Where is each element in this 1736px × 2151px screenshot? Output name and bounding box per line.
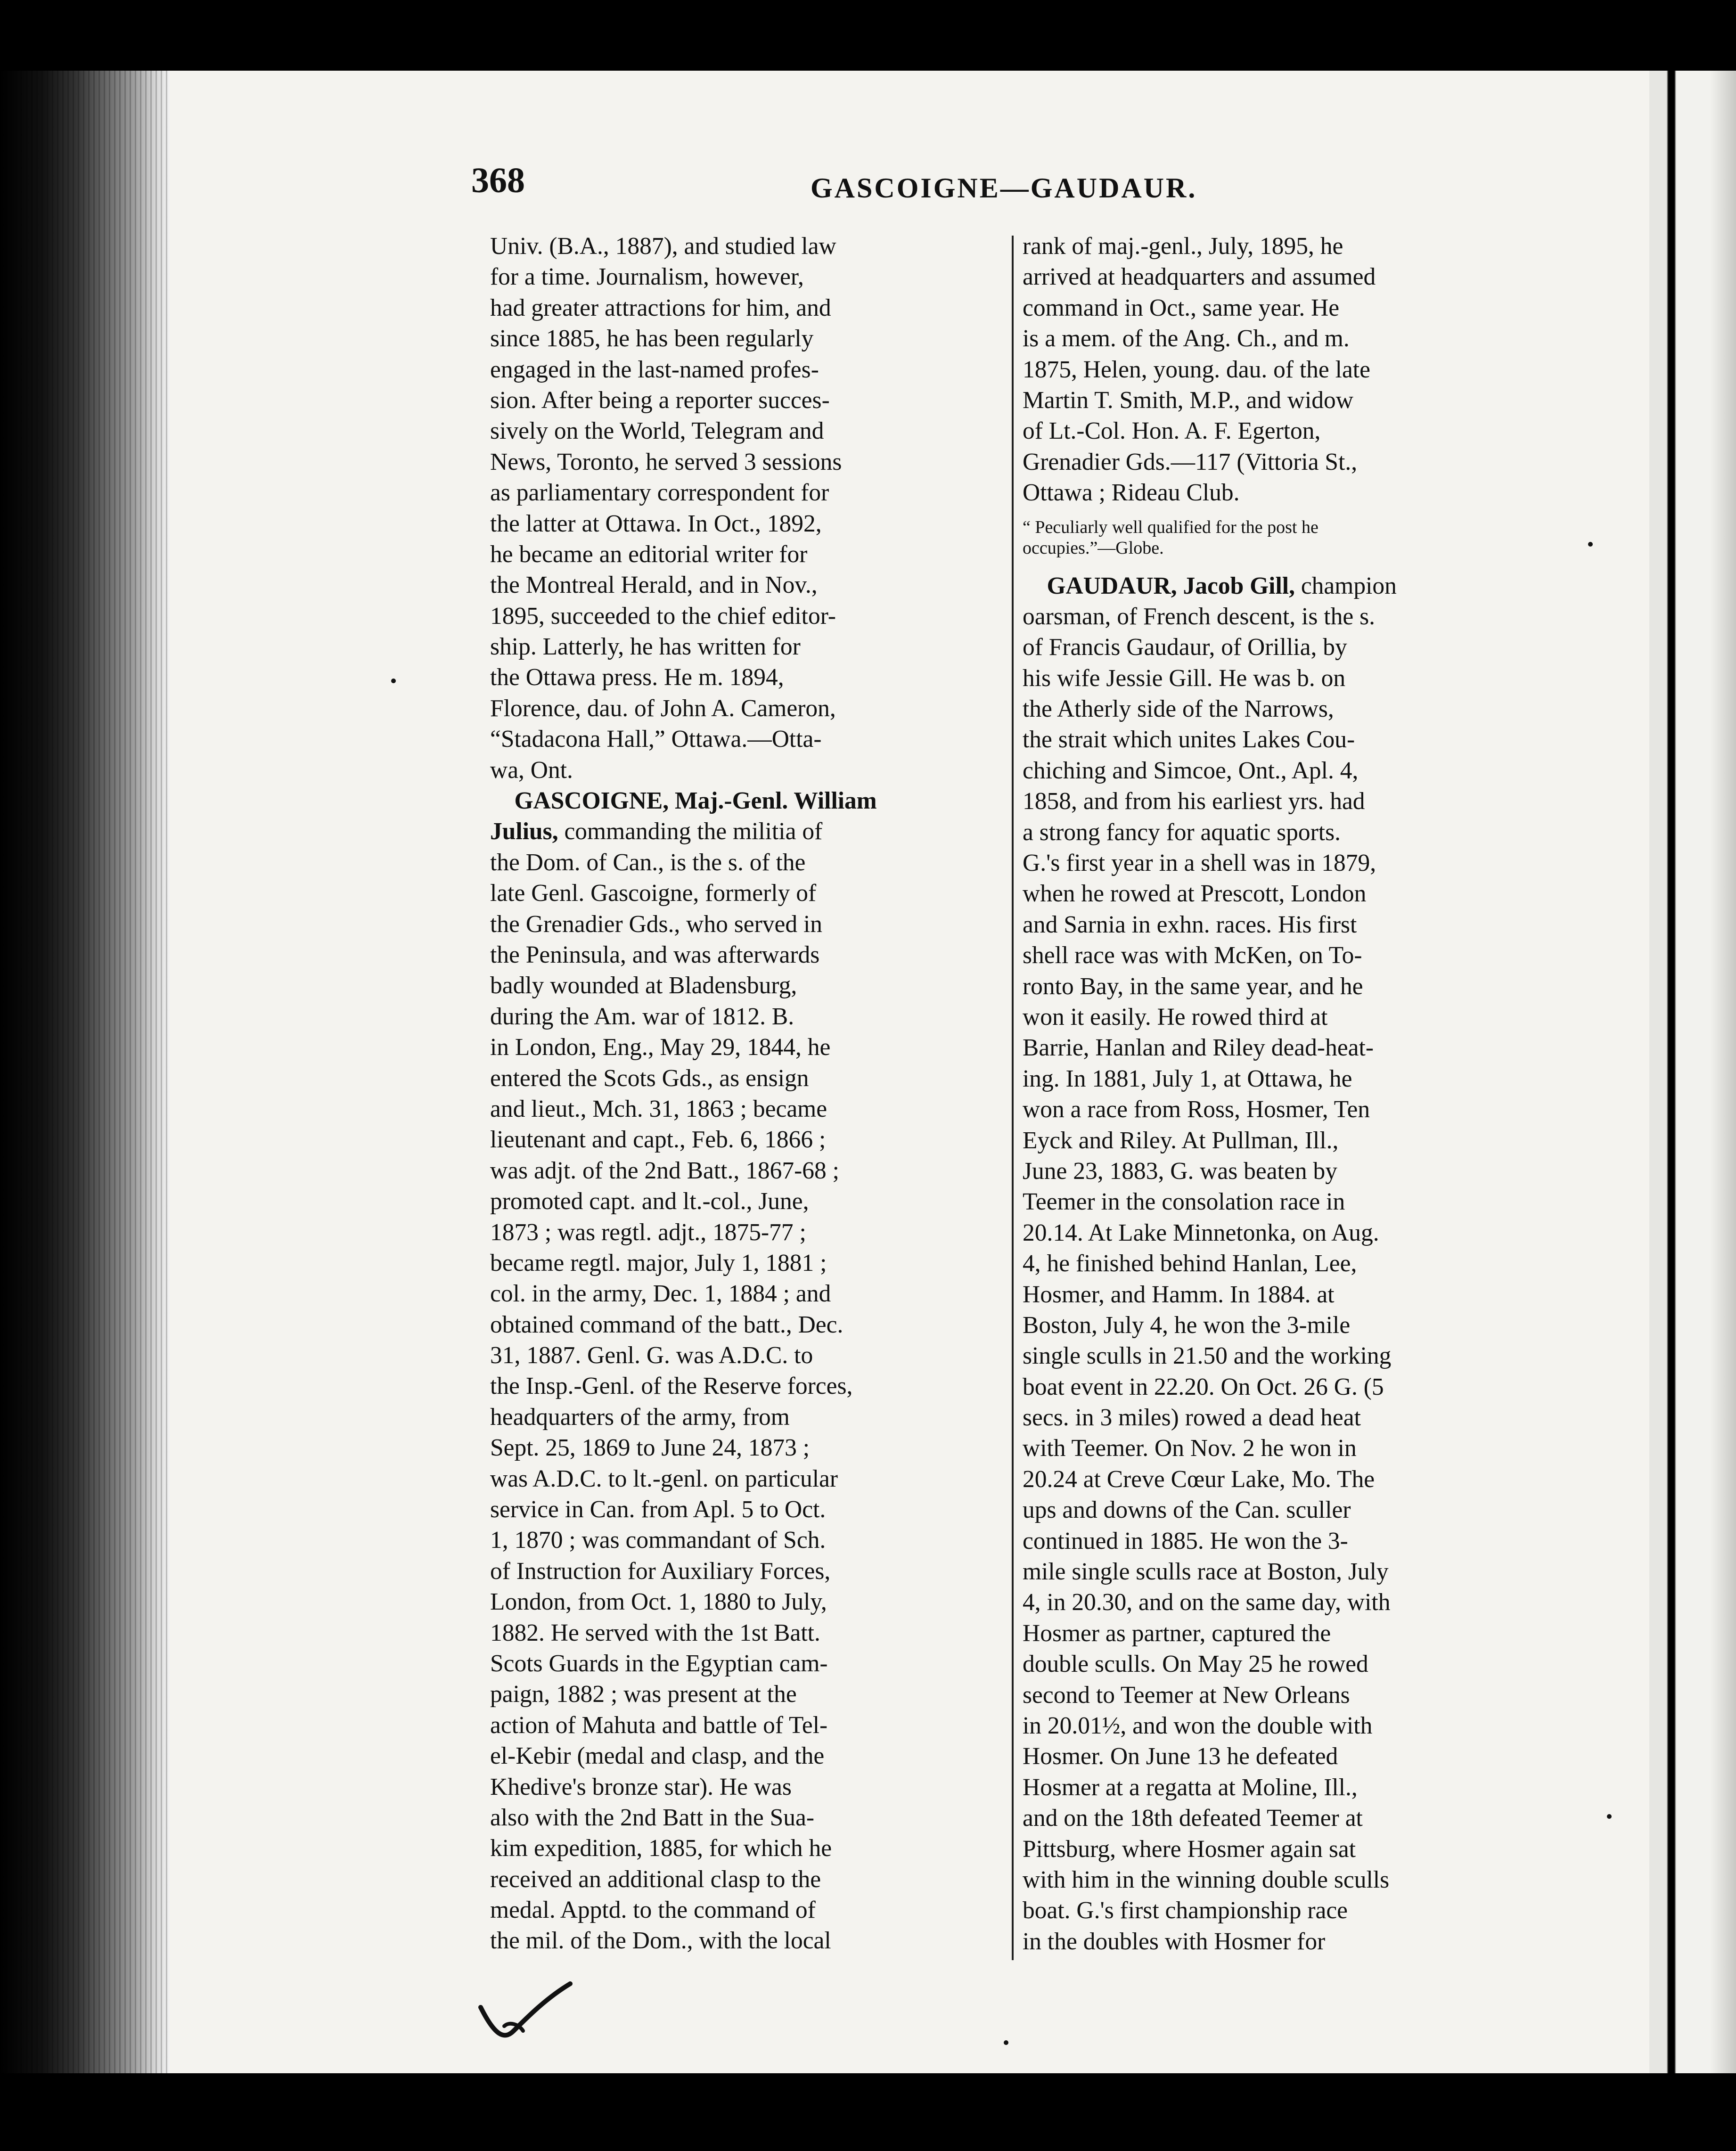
text-line: Teemer in the consolation race in bbox=[1023, 1188, 1345, 1216]
text-line: mile single sculls race at Boston, July bbox=[1023, 1558, 1389, 1586]
page-number: 368 bbox=[471, 161, 525, 200]
text-line: in London, Eng., May 29, 1844, he bbox=[490, 1034, 831, 1061]
text-line: a strong fancy for aquatic sports. bbox=[1023, 818, 1341, 846]
text-line: Boston, July 4, he won the 3-mile bbox=[1023, 1311, 1351, 1339]
scan-right-gutter bbox=[1649, 71, 1736, 2073]
text-line: had greater attractions for him, and bbox=[490, 294, 831, 321]
text-line: Eyck and Riley. At Pullman, Ill., bbox=[1023, 1127, 1339, 1154]
text-line: entered the Scots Gds., as ensign bbox=[490, 1064, 809, 1092]
text-line: Grenadier Gds.—117 (Vittoria St., bbox=[1023, 448, 1358, 475]
text-line: and on the 18th defeated Teemer at bbox=[1023, 1805, 1363, 1832]
page-stack-shadow bbox=[0, 71, 170, 2073]
text-line: the Peninsula, and was afterwards bbox=[490, 941, 820, 968]
text-line: double sculls. On May 25 he rowed bbox=[1023, 1651, 1368, 1678]
text-line: engaged in the last-named profes- bbox=[490, 356, 819, 383]
text-line: Pittsburg, where Hosmer again sat bbox=[1023, 1835, 1356, 1863]
text-line: badly wounded at Bladensburg, bbox=[490, 972, 797, 999]
text-line: of Lt.-Col. Hon. A. F. Egerton, bbox=[1023, 417, 1321, 445]
text-line: the strait which unites Lakes Cou- bbox=[1023, 726, 1355, 753]
text-line: Martin T. Smith, M.P., and widow bbox=[1023, 386, 1353, 414]
text-line: wa, Ont. bbox=[490, 756, 573, 784]
text-line: 31, 1887. Genl. G. was A.D.C. to bbox=[490, 1342, 813, 1369]
text-line: he became an editorial writer for bbox=[490, 540, 808, 568]
pen-mark-scribble bbox=[476, 1979, 580, 2050]
text-line: during the Am. war of 1812. B. bbox=[490, 1003, 794, 1030]
text-line: Florence, dau. of John A. Cameron, bbox=[490, 695, 836, 722]
text-line: the Ottawa press. He m. 1894, bbox=[490, 664, 784, 691]
text-line: service in Can. from Apl. 5 to Oct. bbox=[490, 1496, 826, 1523]
entry-first-line-text: champion bbox=[1294, 572, 1397, 599]
text-line: headquarters of the army, from bbox=[490, 1403, 790, 1431]
text-line: secs. in 3 miles) rowed a dead heat bbox=[1023, 1404, 1361, 1431]
text-line: Khedive's bronze star). He was bbox=[490, 1773, 792, 1800]
text-line: received an additional clasp to the bbox=[490, 1865, 821, 1893]
text-line: continued in 1885. He won the 3- bbox=[1023, 1527, 1348, 1554]
text-line: for a time. Journalism, however, bbox=[490, 263, 804, 291]
text-line: in 20.01½, and won the double with bbox=[1023, 1712, 1373, 1739]
text-line: action of Mahuta and battle of Tel- bbox=[490, 1711, 828, 1739]
right-entry-body bbox=[1023, 601, 1541, 1957]
text-line: 4, in 20.30, and on the same day, with bbox=[1023, 1589, 1391, 1616]
text-line: won it easily. He rowed third at bbox=[1023, 1003, 1328, 1031]
text-line: 20.14. At Lake Minnetonka, on Aug. bbox=[1023, 1219, 1379, 1246]
text-line: ing. In 1881, July 1, at Ottawa, he bbox=[1023, 1065, 1352, 1092]
text-line: chiching and Simcoe, Ont., Apl. 4, bbox=[1023, 757, 1359, 784]
text-line: shell race was with McKen, on To- bbox=[1023, 942, 1362, 969]
text-line: the Atherly side of the Narrows, bbox=[1023, 695, 1334, 723]
text-line: “Stadacona Hall,” Ottawa.—Otta- bbox=[490, 726, 822, 753]
text-line: G.'s first year in a shell was in 1879, bbox=[1023, 850, 1376, 877]
scan-speck bbox=[391, 679, 396, 683]
entry-heading-gaudaur: GAUDAUR, Jacob Gill, bbox=[1047, 572, 1295, 599]
entry-first-line-text: commanding the militia of bbox=[558, 818, 823, 845]
text-line: second to Teemer at New Orleans bbox=[1023, 1681, 1350, 1709]
entry-heading-continued: Julius, bbox=[490, 818, 558, 845]
text-line: also with the 2nd Batt in the Sua- bbox=[490, 1804, 815, 1831]
text-line: won a race from Ross, Hosmer, Ten bbox=[1023, 1096, 1370, 1123]
entry-heading-gascoigne: GASCOIGNE, Maj.-Genl. William bbox=[514, 787, 877, 815]
text-line: Sept. 25, 1869 to June 24, 1873 ; bbox=[490, 1434, 810, 1462]
text-line: the mil. of the Dom., with the local bbox=[490, 1927, 831, 1955]
text-line: and lieut., Mch. 31, 1863 ; became bbox=[490, 1095, 827, 1122]
text-line: medal. Apptd. to the command of bbox=[490, 1897, 816, 1924]
text-line: of Instruction for Auxiliary Forces, bbox=[490, 1557, 831, 1585]
text-line: Hosmer as partner, captured the bbox=[1023, 1619, 1331, 1647]
text-line: was A.D.C. to lt.-genl. on particular bbox=[490, 1465, 838, 1492]
text-line: was adjt. of the 2nd Batt., 1867-68 ; bbox=[490, 1157, 839, 1184]
text-line: Ottawa ; Rideau Club. bbox=[1023, 479, 1240, 507]
text-line: Hosmer, and Hamm. In 1884. at bbox=[1023, 1281, 1335, 1308]
text-line: promoted capt. and lt.-col., June, bbox=[490, 1188, 809, 1215]
text-line: his wife Jessie Gill. He was b. on bbox=[1023, 664, 1346, 692]
scan-top-border bbox=[0, 0, 1736, 71]
text-line: el-Kebir (medal and clasp, and the bbox=[490, 1742, 825, 1770]
press-quote-line: “ Peculiarly well qualified for the post he bbox=[1023, 517, 1318, 537]
entry-heading-line bbox=[490, 785, 1008, 816]
text-line: boat. G.'s first championship race bbox=[1023, 1897, 1348, 1924]
right-entry-continuation bbox=[1023, 231, 1541, 508]
left-entry-body bbox=[490, 847, 1008, 1956]
press-quote-line bbox=[1023, 538, 1541, 558]
column-divider bbox=[1012, 236, 1014, 1960]
text-line: Barrie, Hanlan and Riley dead-heat- bbox=[1023, 1034, 1374, 1062]
text-line: News, Toronto, he served 3 sessions bbox=[490, 448, 842, 475]
text-line: lieutenant and capt., Feb. 6, 1866 ; bbox=[490, 1126, 826, 1153]
text-line: 1, 1870 ; was commandant of Sch. bbox=[490, 1527, 826, 1554]
text-line bbox=[490, 816, 1008, 847]
text-line: paign, 1882 ; was present at the bbox=[490, 1681, 797, 1708]
scan-bottom-border bbox=[0, 2073, 1736, 2151]
scan-speck bbox=[1004, 2040, 1008, 2045]
text-line: as parliamentary correspondent for bbox=[490, 479, 829, 507]
text-line: rank of maj.-genl., July, 1895, he bbox=[1023, 233, 1343, 260]
right-column bbox=[1023, 231, 1541, 1965]
text-line: in the doubles with Hosmer for bbox=[1023, 1928, 1326, 1955]
text-line: ronto Bay, in the same year, and he bbox=[1023, 973, 1363, 1000]
text-line: with Teemer. On Nov. 2 he won in bbox=[1023, 1435, 1357, 1462]
text-line: command in Oct., same year. He bbox=[1023, 294, 1340, 321]
spacer bbox=[1023, 558, 1541, 571]
text-line: arrived at headquarters and assumed bbox=[1023, 263, 1376, 291]
text-line: June 23, 1883, G. was beaten by bbox=[1023, 1157, 1337, 1185]
text-line: 4, he finished behind Hanlan, Lee, bbox=[1023, 1250, 1357, 1277]
text-line: the Grenadier Gds., who served in bbox=[490, 910, 823, 938]
text-line: London, from Oct. 1, 1880 to July, bbox=[490, 1588, 827, 1616]
text-line: is a mem. of the Ang. Ch., and m. bbox=[1023, 325, 1350, 352]
entry-heading-line bbox=[1023, 571, 1541, 601]
scan-speck bbox=[1607, 1814, 1612, 1819]
text-line: Hosmer. On June 13 he defeated bbox=[1023, 1743, 1338, 1770]
text-line: and Sarnia in exhn. races. His first bbox=[1023, 911, 1357, 938]
text-line: ups and downs of the Can. sculler bbox=[1023, 1497, 1351, 1524]
scan-speck bbox=[1588, 542, 1593, 547]
text-line: Univ. (B.A., 1887), and studied law bbox=[490, 233, 836, 260]
text-line: boat event in 22.20. On Oct. 26 G. (5 bbox=[1023, 1373, 1384, 1400]
text-line: became regtl. major, July 1, 1881 ; bbox=[490, 1249, 827, 1276]
text-line: sion. After being a reporter succes- bbox=[490, 386, 830, 414]
text-line: kim expedition, 1885, for which he bbox=[490, 1835, 832, 1862]
text-line: 1882. He served with the 1st Batt. bbox=[490, 1619, 820, 1646]
text-line: the Dom. of Can., is the s. of the bbox=[490, 849, 806, 876]
text-line: col. in the army, Dec. 1, 1884 ; and bbox=[490, 1280, 831, 1308]
text-line: oarsman, of French descent, is the s. bbox=[1023, 603, 1375, 630]
text-line: of Francis Gaudaur, of Orillia, by bbox=[1023, 634, 1347, 661]
text-line: late Genl. Gascoigne, formerly of bbox=[490, 880, 817, 907]
text-line: Scots Guards in the Egyptian cam- bbox=[490, 1650, 828, 1677]
text-line: obtained command of the batt., Dec. bbox=[490, 1311, 843, 1338]
press-quote-text: occupies.”—Globe. bbox=[1023, 538, 1164, 558]
text-line: ship. Latterly, he has written for bbox=[490, 633, 801, 661]
left-column bbox=[490, 231, 1008, 1965]
text-line: Hosmer at a regatta at Moline, Ill., bbox=[1023, 1774, 1358, 1801]
text-line: single sculls in 21.50 and the working bbox=[1023, 1342, 1392, 1370]
text-line: with him in the winning double sculls bbox=[1023, 1866, 1390, 1893]
running-head: GASCOIGNE—GAUDAUR. bbox=[811, 172, 1197, 204]
text-line: the Insp.-Genl. of the Reserve forces, bbox=[490, 1373, 853, 1400]
text-line: 1873 ; was regtl. adjt., 1875-77 ; bbox=[490, 1219, 806, 1246]
spacer bbox=[1023, 508, 1541, 517]
text-line: since 1885, he has been regularly bbox=[490, 325, 814, 352]
text-line: 1895, succeeded to the chief editor- bbox=[490, 602, 836, 630]
text-line: the Montreal Herald, and in Nov., bbox=[490, 572, 818, 599]
text-line: the latter at Ottawa. In Oct., 1892, bbox=[490, 510, 822, 537]
text-line: 20.24 at Creve Cœur Lake, Mo. The bbox=[1023, 1465, 1375, 1493]
text-line: 1875, Helen, young. dau. of the late bbox=[1023, 356, 1370, 383]
text-line: 1858, and from his earliest yrs. had bbox=[1023, 788, 1365, 815]
text-line: when he rowed at Prescott, London bbox=[1023, 880, 1367, 908]
text-line: sively on the World, Telegram and bbox=[490, 417, 824, 445]
